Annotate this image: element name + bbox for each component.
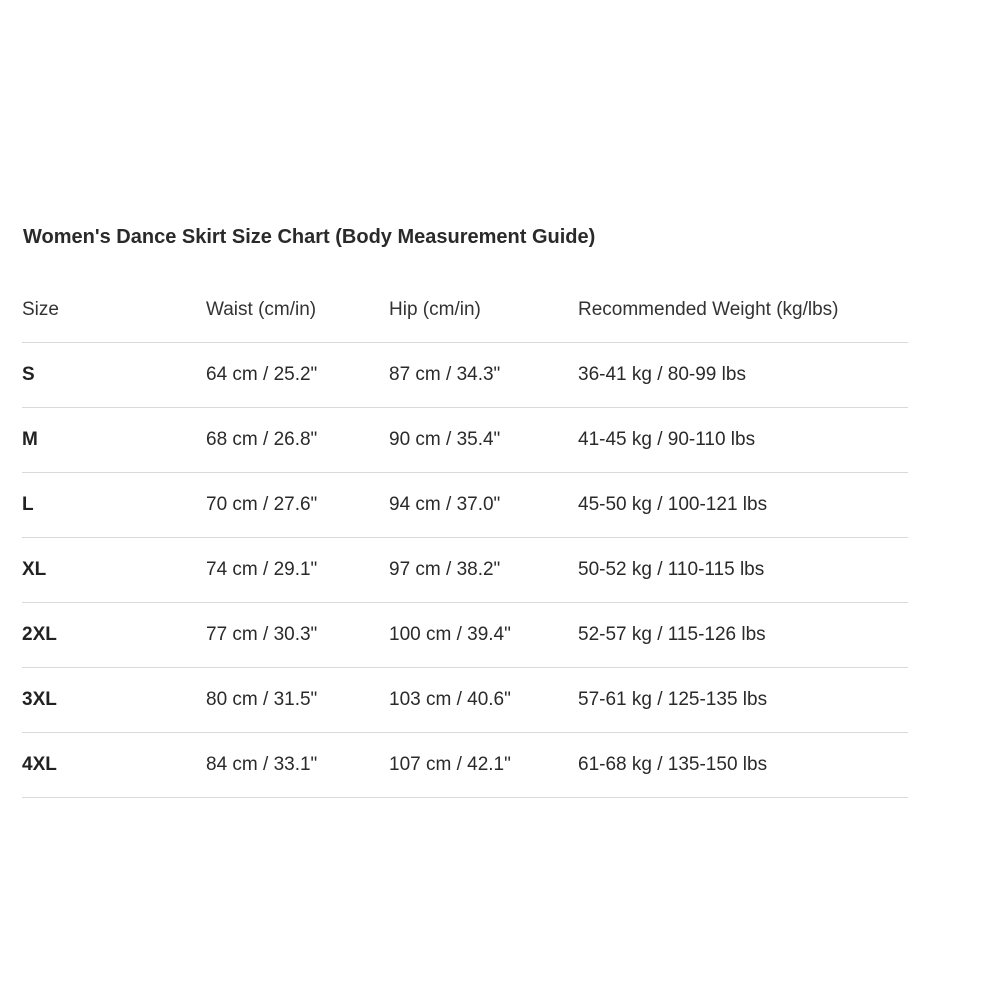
table-row bbox=[22, 603, 908, 668]
weight-cell: 61-68 kg / 135-150 lbs bbox=[578, 754, 768, 775]
header-weight: Recommended Weight (kg/lbs) bbox=[578, 298, 839, 320]
weight-cell: 45-50 kg / 100-121 lbs bbox=[578, 494, 768, 515]
size-cell: 3XL bbox=[22, 689, 57, 710]
table-row bbox=[22, 408, 908, 473]
waist-cell: 74 cm / 29.1" bbox=[206, 559, 318, 580]
table-header-row bbox=[22, 277, 908, 343]
page-title: Women's Dance Skirt Size Chart (Body Measurement Guide) bbox=[23, 226, 596, 248]
weight-cell: 50-52 kg / 110-115 lbs bbox=[578, 559, 765, 580]
table-row bbox=[22, 538, 908, 603]
waist-cell: 64 cm / 25.2" bbox=[206, 364, 318, 385]
hip-cell: 87 cm / 34.3" bbox=[389, 364, 501, 385]
hip-cell: 94 cm / 37.0" bbox=[389, 494, 501, 515]
weight-cell: 41-45 kg / 90-110 lbs bbox=[578, 429, 756, 450]
size-chart-table bbox=[22, 277, 908, 798]
waist-cell: 80 cm / 31.5" bbox=[206, 689, 318, 710]
weight-cell: 36-41 kg / 80-99 lbs bbox=[578, 364, 746, 385]
table-row bbox=[22, 473, 908, 538]
waist-cell: 84 cm / 33.1" bbox=[206, 754, 318, 775]
size-cell: L bbox=[22, 494, 34, 515]
weight-cell: 52-57 kg / 115-126 lbs bbox=[578, 624, 766, 645]
waist-cell: 70 cm / 27.6" bbox=[206, 494, 318, 515]
waist-cell: 77 cm / 30.3" bbox=[206, 624, 318, 645]
size-cell: M bbox=[22, 429, 38, 450]
weight-cell: 57-61 kg / 125-135 lbs bbox=[578, 689, 768, 710]
size-cell: S bbox=[22, 364, 35, 385]
header-waist: Waist (cm/in) bbox=[206, 298, 317, 320]
header-size: Size bbox=[22, 298, 59, 320]
hip-cell: 103 cm / 40.6" bbox=[389, 689, 511, 710]
size-cell: 2XL bbox=[22, 624, 57, 645]
waist-cell: 68 cm / 26.8" bbox=[206, 429, 318, 450]
size-cell: 4XL bbox=[22, 754, 57, 775]
table-row bbox=[22, 343, 908, 408]
header-hip: Hip (cm/in) bbox=[389, 298, 481, 320]
table-row bbox=[22, 668, 908, 733]
hip-cell: 107 cm / 42.1" bbox=[389, 754, 511, 775]
hip-cell: 97 cm / 38.2" bbox=[389, 559, 501, 580]
size-cell: XL bbox=[22, 559, 47, 580]
hip-cell: 100 cm / 39.4" bbox=[389, 624, 511, 645]
hip-cell: 90 cm / 35.4" bbox=[389, 429, 501, 450]
table-row bbox=[22, 733, 908, 798]
